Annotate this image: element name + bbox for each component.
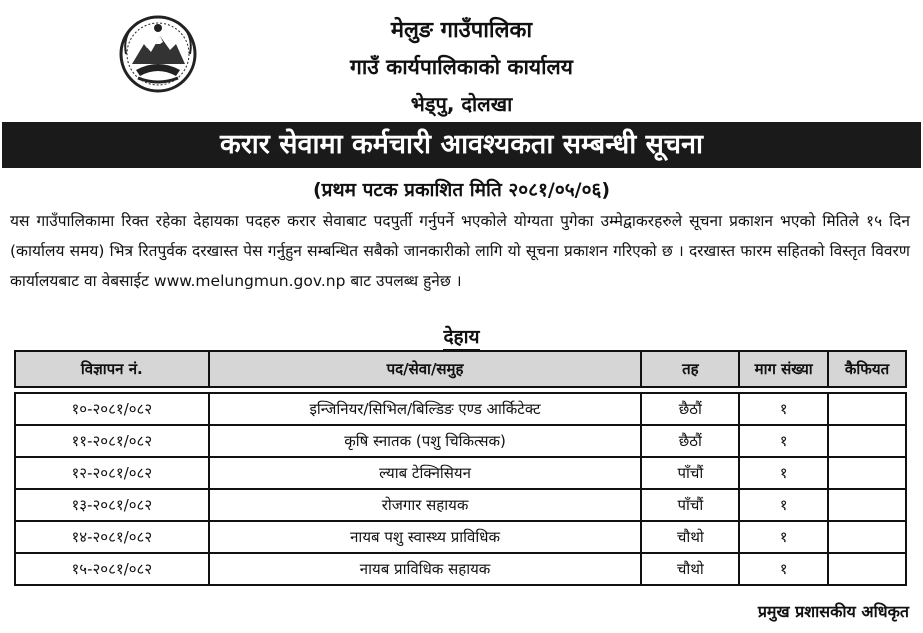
cell-post: कृषि स्नातक (पशु चिकित्सक) xyxy=(209,425,642,457)
cell-level: छैठौं xyxy=(641,425,739,457)
header-post: पद/सेवा/समुह xyxy=(209,351,642,387)
table-row xyxy=(15,521,906,553)
municipality-name: मेलुङ गाउँपालिका xyxy=(390,18,533,43)
header-ad-no: विज्ञापन नं. xyxy=(15,351,209,387)
vacancy-table xyxy=(14,350,907,586)
cell-level: चौथो xyxy=(641,521,739,553)
header-level: तह xyxy=(641,351,739,387)
table-header-row xyxy=(15,351,906,387)
cell-level: छैठौं xyxy=(641,393,739,425)
table-row xyxy=(15,393,906,425)
cell-ad-no: १०-२०८१/०८२ xyxy=(15,393,209,425)
cell-demand: १ xyxy=(739,425,828,457)
cell-remarks xyxy=(828,521,906,553)
cell-remarks xyxy=(828,489,906,521)
cell-ad-no: १४-२०८१/०८२ xyxy=(15,521,209,553)
cell-demand: १ xyxy=(739,457,828,489)
notice-body: यस गाउँपालिकामा रिक्त रहेका देहायका पदहरु करार सेवाबाट पदपुर्ती गर्नुपर्ने भएकोले योग्यता पुगेका उम्मेद्वाकरहरुले सूचना प्रकाशन भएको मितिले १५ दिन (कार्यालय समय) भित्र रितपुर्वक दरखास्त पेस गर्नुहुन सम्बन्धित सबैको जानकारीको लागि यो सूचना प्रकाशन गरिएको छ । दरखास्त फारम सहितको विस्तृत विवरण कार्यालयबाट वा वेबसाईट www.melungmun.gov.np बाट उपलब्ध हुनेछ । xyxy=(10,212,910,290)
letterhead xyxy=(0,0,923,120)
cell-ad-no: १५-२०८१/०८२ xyxy=(15,553,209,585)
cell-remarks xyxy=(828,425,906,457)
table-row xyxy=(15,553,906,585)
publication-date: (प्रथम पटक प्रकाशित मिति २०८१/०५/०६) xyxy=(312,179,611,201)
cell-post: इन्जिनियर/सिभिल/बिल्डिङ एण्ड आर्किटेक्ट xyxy=(209,393,642,425)
table-heading xyxy=(0,323,923,349)
cell-remarks xyxy=(828,393,906,425)
signatory-title: प्रमुख प्रशासकीय अधिकृत xyxy=(757,602,909,621)
table-row xyxy=(15,457,906,489)
office-name: गाउँ कार्यपालिकाको कार्यालय xyxy=(350,55,573,79)
cell-ad-no: ११-२०८१/०८२ xyxy=(15,425,209,457)
cell-demand: १ xyxy=(739,553,828,585)
cell-ad-no: १२-२०८१/०८२ xyxy=(15,457,209,489)
cell-demand: १ xyxy=(739,393,828,425)
header-remarks: कैफियत xyxy=(828,351,906,387)
table-row xyxy=(15,425,906,457)
cell-ad-no: १३-२०८१/०८२ xyxy=(15,489,209,521)
cell-level: चौथो xyxy=(641,553,739,585)
cell-remarks xyxy=(828,553,906,585)
cell-demand: १ xyxy=(739,489,828,521)
table-row xyxy=(15,489,906,521)
cell-post: नायब प्राविधिक सहायक xyxy=(209,553,642,585)
cell-post: नायब पशु स्वास्थ्य प्राविधिक xyxy=(209,521,642,553)
cell-post: रोजगार सहायक xyxy=(209,489,642,521)
table-heading-text: देहाय xyxy=(443,326,479,351)
header-demand: माग संख्या xyxy=(739,351,828,387)
cell-remarks xyxy=(828,457,906,489)
office-address: भेड्पु, दोलखा xyxy=(410,92,513,116)
cell-post: ल्याब टेक्निसियन xyxy=(209,457,642,489)
cell-level: पाँचौं xyxy=(641,457,739,489)
cell-level: पाँचौं xyxy=(641,489,739,521)
cell-demand: १ xyxy=(739,521,828,553)
notice-title-banner: करार सेवामा कर्मचारी आवश्यकता सम्बन्धी सूचना xyxy=(2,122,921,168)
